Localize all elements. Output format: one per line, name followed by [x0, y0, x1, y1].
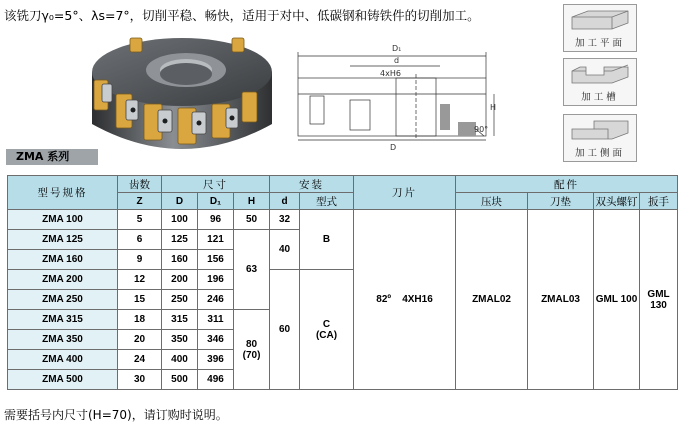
cell-D: 100: [162, 210, 198, 230]
cell-model: ZMA 160: [8, 250, 118, 270]
side-face-icon: [564, 115, 636, 145]
cell-D: 350: [162, 330, 198, 350]
cell-D: 200: [162, 270, 198, 290]
header-model: 型号规格: [8, 176, 118, 210]
header-shim: 刀垫: [528, 193, 594, 210]
header-D1: D₁: [198, 193, 234, 210]
cell-type-b: B: [300, 210, 354, 270]
application-plane-face: [563, 4, 637, 52]
section-drawing: [290, 38, 508, 154]
cell-D1: 156: [198, 250, 234, 270]
cell-D: 500: [162, 370, 198, 390]
application-slot: [563, 58, 637, 106]
cell-D1: 196: [198, 270, 234, 290]
type-ca: (CA): [315, 329, 338, 341]
cutter-photo: [82, 24, 282, 162]
cell-z: 24: [118, 350, 162, 370]
cell-D1: 311: [198, 310, 234, 330]
header-teeth: 齿数: [118, 176, 162, 193]
cell-z: 30: [118, 370, 162, 390]
table-row: [8, 210, 678, 230]
header-H: H: [234, 193, 270, 210]
cell-d-60: 60: [270, 270, 300, 390]
cell-model: ZMA 200: [8, 270, 118, 290]
cell-model: ZMA 250: [8, 290, 118, 310]
header-d: d: [270, 193, 300, 210]
plane-face-icon: [564, 5, 636, 35]
cell-model: ZMA 100: [8, 210, 118, 230]
table-header-row: [8, 176, 678, 193]
cell-model: ZMA 125: [8, 230, 118, 250]
cell-model: ZMA 350: [8, 330, 118, 350]
header-mount: 安装: [270, 176, 354, 193]
cell-model: ZMA 500: [8, 370, 118, 390]
cell-z: 9: [118, 250, 162, 270]
type-c: C: [322, 318, 331, 330]
drawing-label-h: H: [490, 103, 497, 112]
cell-D: 160: [162, 250, 198, 270]
drawing-label-d1: D₁: [392, 44, 402, 53]
header-screw: 双头螺钉: [594, 193, 640, 210]
cell-type-c: [300, 270, 354, 390]
intro-text: 该铣刀γ₀=5°、λs=7°，切削平稳、畅快，适用于对中、低碳钢和铸铁件的切削加工。: [4, 8, 480, 23]
cell-D: 250: [162, 290, 198, 310]
cell-D: 125: [162, 230, 198, 250]
cell-z: 18: [118, 310, 162, 330]
cell-z: 20: [118, 330, 162, 350]
cell-z: 6: [118, 230, 162, 250]
application-label: 加工侧面: [574, 148, 625, 159]
drawing-label-kxh: 4xH6: [380, 69, 401, 78]
cell-d: 32: [270, 210, 300, 230]
h-80: 80: [245, 338, 258, 350]
application-label: 加工平面: [574, 38, 625, 49]
cell-h-80: [234, 310, 270, 390]
cell-h-63: 63: [234, 230, 270, 310]
header-parts: 配件: [456, 176, 678, 193]
series-label: ZMA 系列: [6, 149, 98, 165]
cell-z: 15: [118, 290, 162, 310]
insert-angle: 82º: [376, 294, 392, 305]
cell-model: ZMA 315: [8, 310, 118, 330]
footnote: 需要括号内尺寸(H=70)，请订购时说明。: [4, 408, 228, 422]
cell-D1: 496: [198, 370, 234, 390]
header-insert: 刀片: [354, 176, 456, 210]
cell-z: 12: [118, 270, 162, 290]
application-side-face: [563, 114, 637, 162]
cell-z: 5: [118, 210, 162, 230]
drawing-label-angle: 90°: [474, 125, 489, 134]
drawing-label-D: D: [390, 143, 397, 152]
header-size: 尺寸: [162, 176, 270, 193]
cell-clamp: ZMAL02: [456, 210, 528, 390]
slot-icon: [564, 59, 636, 89]
drawing-label-d: d: [394, 56, 400, 65]
cell-D: 400: [162, 350, 198, 370]
spec-table: [7, 175, 678, 390]
cell-shim: ZMAL03: [528, 210, 594, 390]
cell-d-40: 40: [270, 230, 300, 270]
header-type: 型式: [300, 193, 354, 210]
cell-D1: 246: [198, 290, 234, 310]
header-wrench: 扳手: [640, 193, 678, 210]
cell-D1: 346: [198, 330, 234, 350]
cell-wrench: GML 130: [640, 210, 678, 390]
insert-code: 4XH16: [402, 294, 433, 305]
cell-D1: 121: [198, 230, 234, 250]
header-D: D: [162, 193, 198, 210]
cell-model: ZMA 400: [8, 350, 118, 370]
cell-D1: 96: [198, 210, 234, 230]
cell-H: 50: [234, 210, 270, 230]
cell-D1: 396: [198, 350, 234, 370]
cell-insert: [354, 210, 456, 390]
h-70: (70): [242, 349, 261, 361]
application-label: 加工槽: [581, 92, 619, 103]
header-clamp: 压块: [456, 193, 528, 210]
header-teeth-z: Z: [118, 193, 162, 210]
cell-screw: GML 100: [594, 210, 640, 390]
cell-D: 315: [162, 310, 198, 330]
